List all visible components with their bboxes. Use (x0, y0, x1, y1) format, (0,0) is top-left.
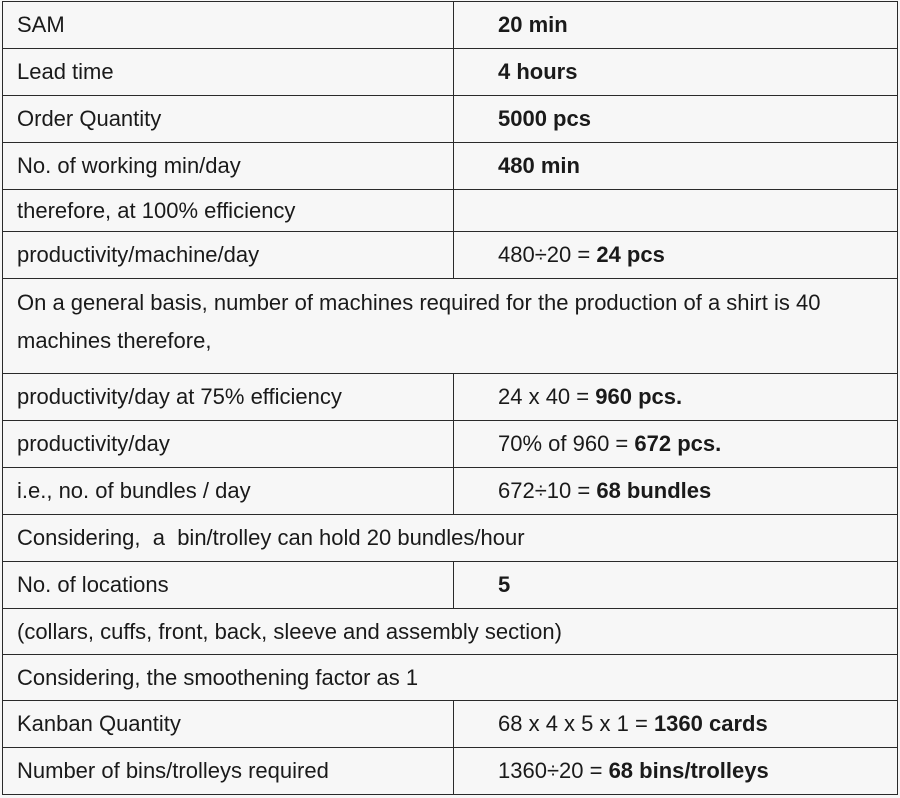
table-row (3, 49, 898, 96)
row-label: therefore, at 100% efficiency (3, 190, 454, 232)
table-row (3, 468, 898, 515)
table-row (3, 562, 898, 609)
table-row (3, 190, 898, 232)
row-value: 70% of 960 = 672 pcs. (454, 421, 898, 468)
row-note: Considering, a bin/trolley can hold 20 bundles/hour (3, 515, 898, 562)
row-value: 480÷20 = 24 pcs (454, 232, 898, 279)
row-label: productivity/day (3, 421, 454, 468)
row-value: 5000 pcs (454, 96, 898, 143)
row-value: 480 min (454, 143, 898, 190)
row-label: Number of bins/trolleys required (3, 748, 454, 795)
row-label: Kanban Quantity (3, 701, 454, 748)
table-row (3, 374, 898, 421)
kanban-calculation-table (2, 1, 898, 795)
row-value (454, 190, 898, 232)
row-label: No. of working min/day (3, 143, 454, 190)
table-row (3, 279, 898, 374)
table-row (3, 655, 898, 701)
table-row (3, 143, 898, 190)
row-label: productivity/machine/day (3, 232, 454, 279)
table-row (3, 609, 898, 655)
row-label: Lead time (3, 49, 454, 96)
table-row (3, 232, 898, 279)
row-label: SAM (3, 2, 454, 49)
row-note: (collars, cuffs, front, back, sleeve and assembly section) (3, 609, 898, 655)
row-note: Considering, the smoothening factor as 1 (3, 655, 898, 701)
row-label: Order Quantity (3, 96, 454, 143)
row-value: 4 hours (454, 49, 898, 96)
row-label: No. of locations (3, 562, 454, 609)
table-row (3, 701, 898, 748)
row-note: On a general basis, number of machines required for the production of a shirt is 40 machines therefore, (3, 279, 898, 374)
table-row (3, 421, 898, 468)
table-row (3, 2, 898, 49)
row-value: 5 (454, 562, 898, 609)
row-value: 68 x 4 x 5 x 1 = 1360 cards (454, 701, 898, 748)
row-label: i.e., no. of bundles / day (3, 468, 454, 515)
table-row (3, 515, 898, 562)
table-row (3, 96, 898, 143)
row-value: 24 x 40 = 960 pcs. (454, 374, 898, 421)
row-value: 1360÷20 = 68 bins/trolleys (454, 748, 898, 795)
row-value: 20 min (454, 2, 898, 49)
row-label: productivity/day at 75% efficiency (3, 374, 454, 421)
table-row (3, 748, 898, 795)
row-value: 672÷10 = 68 bundles (454, 468, 898, 515)
